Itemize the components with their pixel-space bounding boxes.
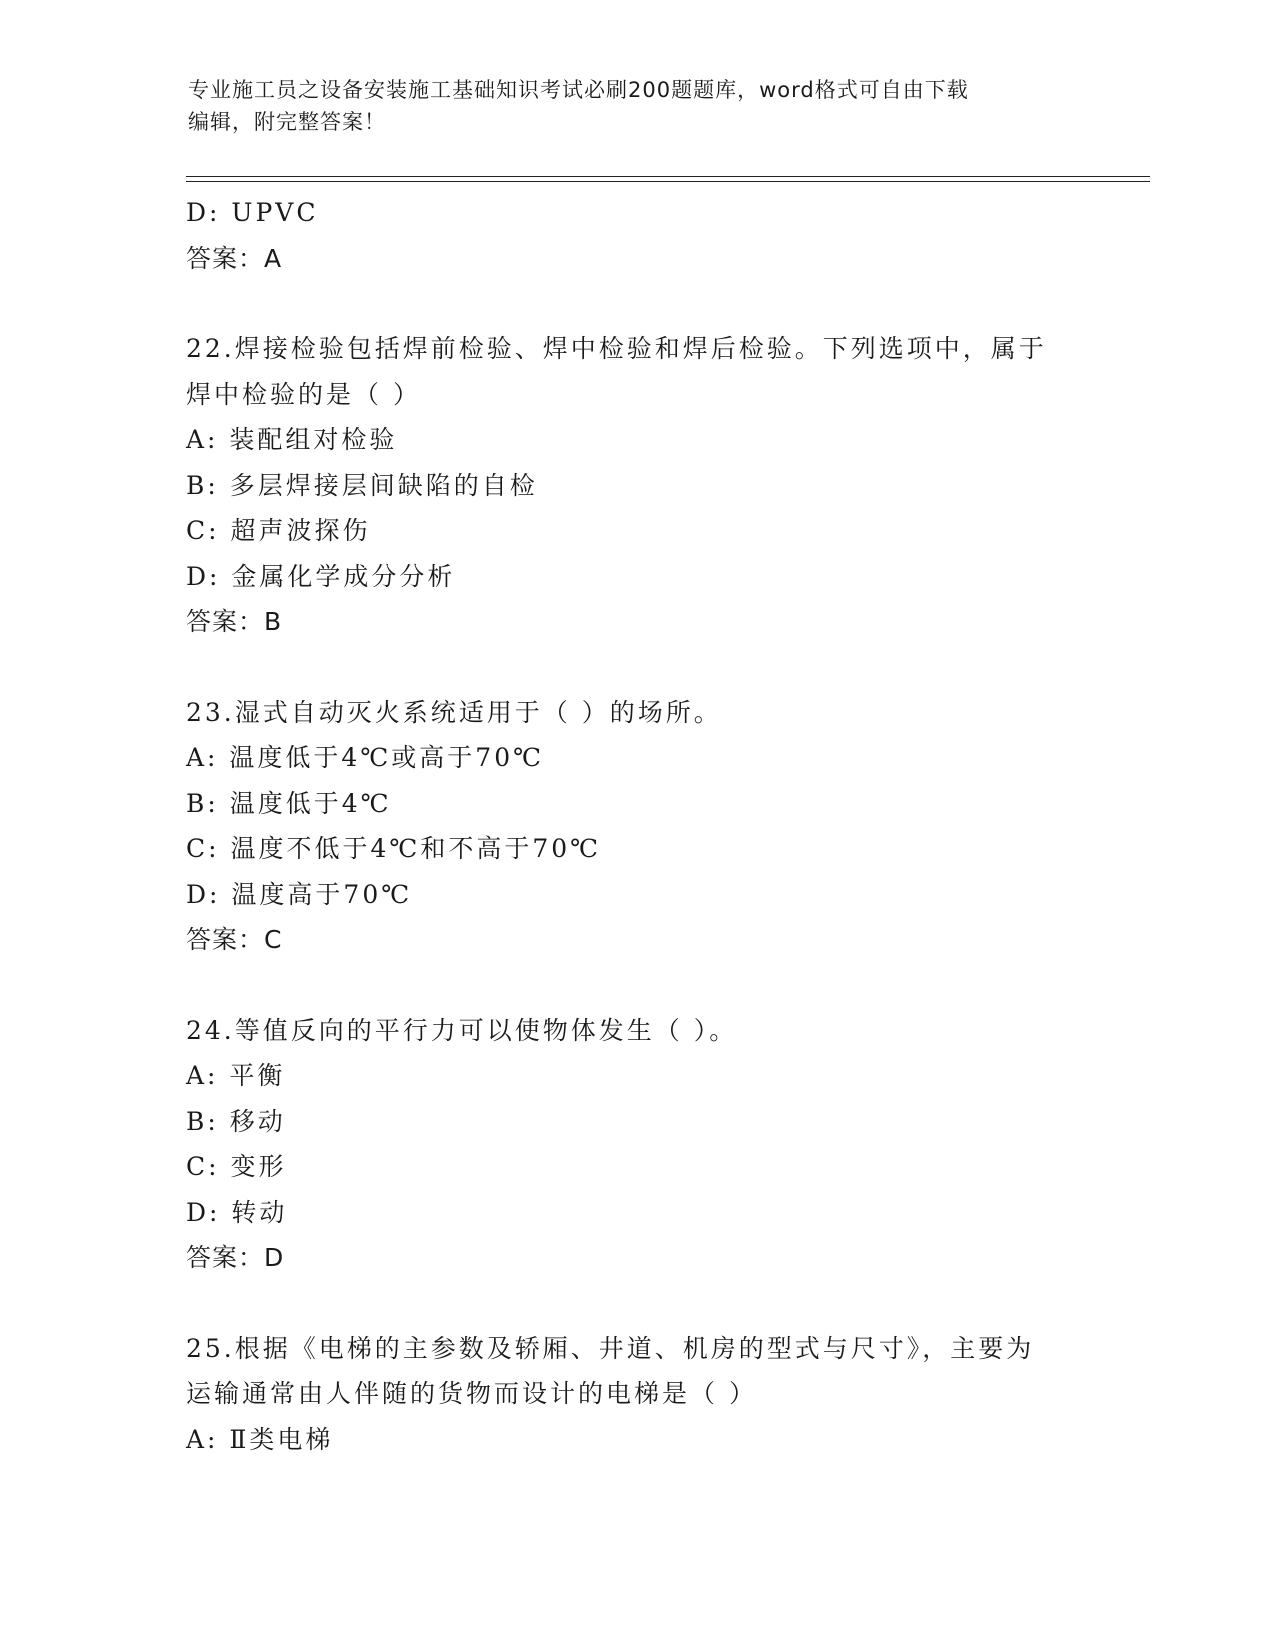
question-block <box>186 690 1086 963</box>
answer-option: C: 超声波探伤 <box>186 516 371 545</box>
document-header <box>188 74 1068 138</box>
answer-option: A: 平衡 <box>186 1061 286 1090</box>
answer-option: A: 装配组对检验 <box>186 425 398 454</box>
answer-option: D: 转动 <box>186 1197 288 1227</box>
answer-option: B: 移动 <box>186 1106 286 1136</box>
question-list <box>186 190 1086 1462</box>
answer-option: A: 温度低于4℃或高于70℃ <box>186 743 545 772</box>
question-text: 23.湿式自动灭火系统适用于（ ）的场所。 <box>186 697 722 727</box>
question-text: 25.根据《电梯的主参数及轿厢、井道、机房的型式与尺寸》，主要为 <box>186 1333 1035 1363</box>
answer-key: 答案：A <box>186 243 283 273</box>
answer-key: 答案：D <box>186 1243 285 1272</box>
answer-key: 答案：B <box>186 607 283 636</box>
header-title-line-1: 专业施工员之设备安装施工基础知识考试必刷200题题库，word格式可自由下载 <box>188 78 969 102</box>
question-text: 运输通常由人伴随的货物而设计的电梯是（ ） <box>186 1379 757 1408</box>
question-block <box>186 190 1086 281</box>
question-block <box>186 1326 1086 1463</box>
answer-option: B: 多层焊接层间缺陷的自检 <box>186 470 538 500</box>
answer-key: 答案：C <box>186 925 283 954</box>
question-block <box>186 326 1086 645</box>
header-divider <box>186 176 1150 182</box>
answer-option: B: 温度低于4℃ <box>186 788 392 818</box>
answer-option: C: 温度不低于4℃和不高于70℃ <box>186 834 602 863</box>
answer-option: A: Ⅱ类电梯 <box>186 1424 334 1454</box>
answer-option: C: 变形 <box>186 1152 287 1181</box>
question-text: 24.等值反向的平行力可以使物体发生（ ）。 <box>186 1015 738 1045</box>
header-title-line-2: 编辑，附完整答案！ <box>188 110 386 134</box>
question-text: 焊中检验的是（ ） <box>186 379 421 409</box>
answer-option: D: 温度高于70℃ <box>186 879 413 909</box>
question-text: 22.焊接检验包括焊前检验、焊中检验和焊后检验。下列选项中，属于 <box>186 334 1047 363</box>
answer-option: D: UPVC <box>186 198 319 227</box>
question-block <box>186 1008 1086 1281</box>
answer-option: D: 金属化学成分分析 <box>186 561 456 591</box>
